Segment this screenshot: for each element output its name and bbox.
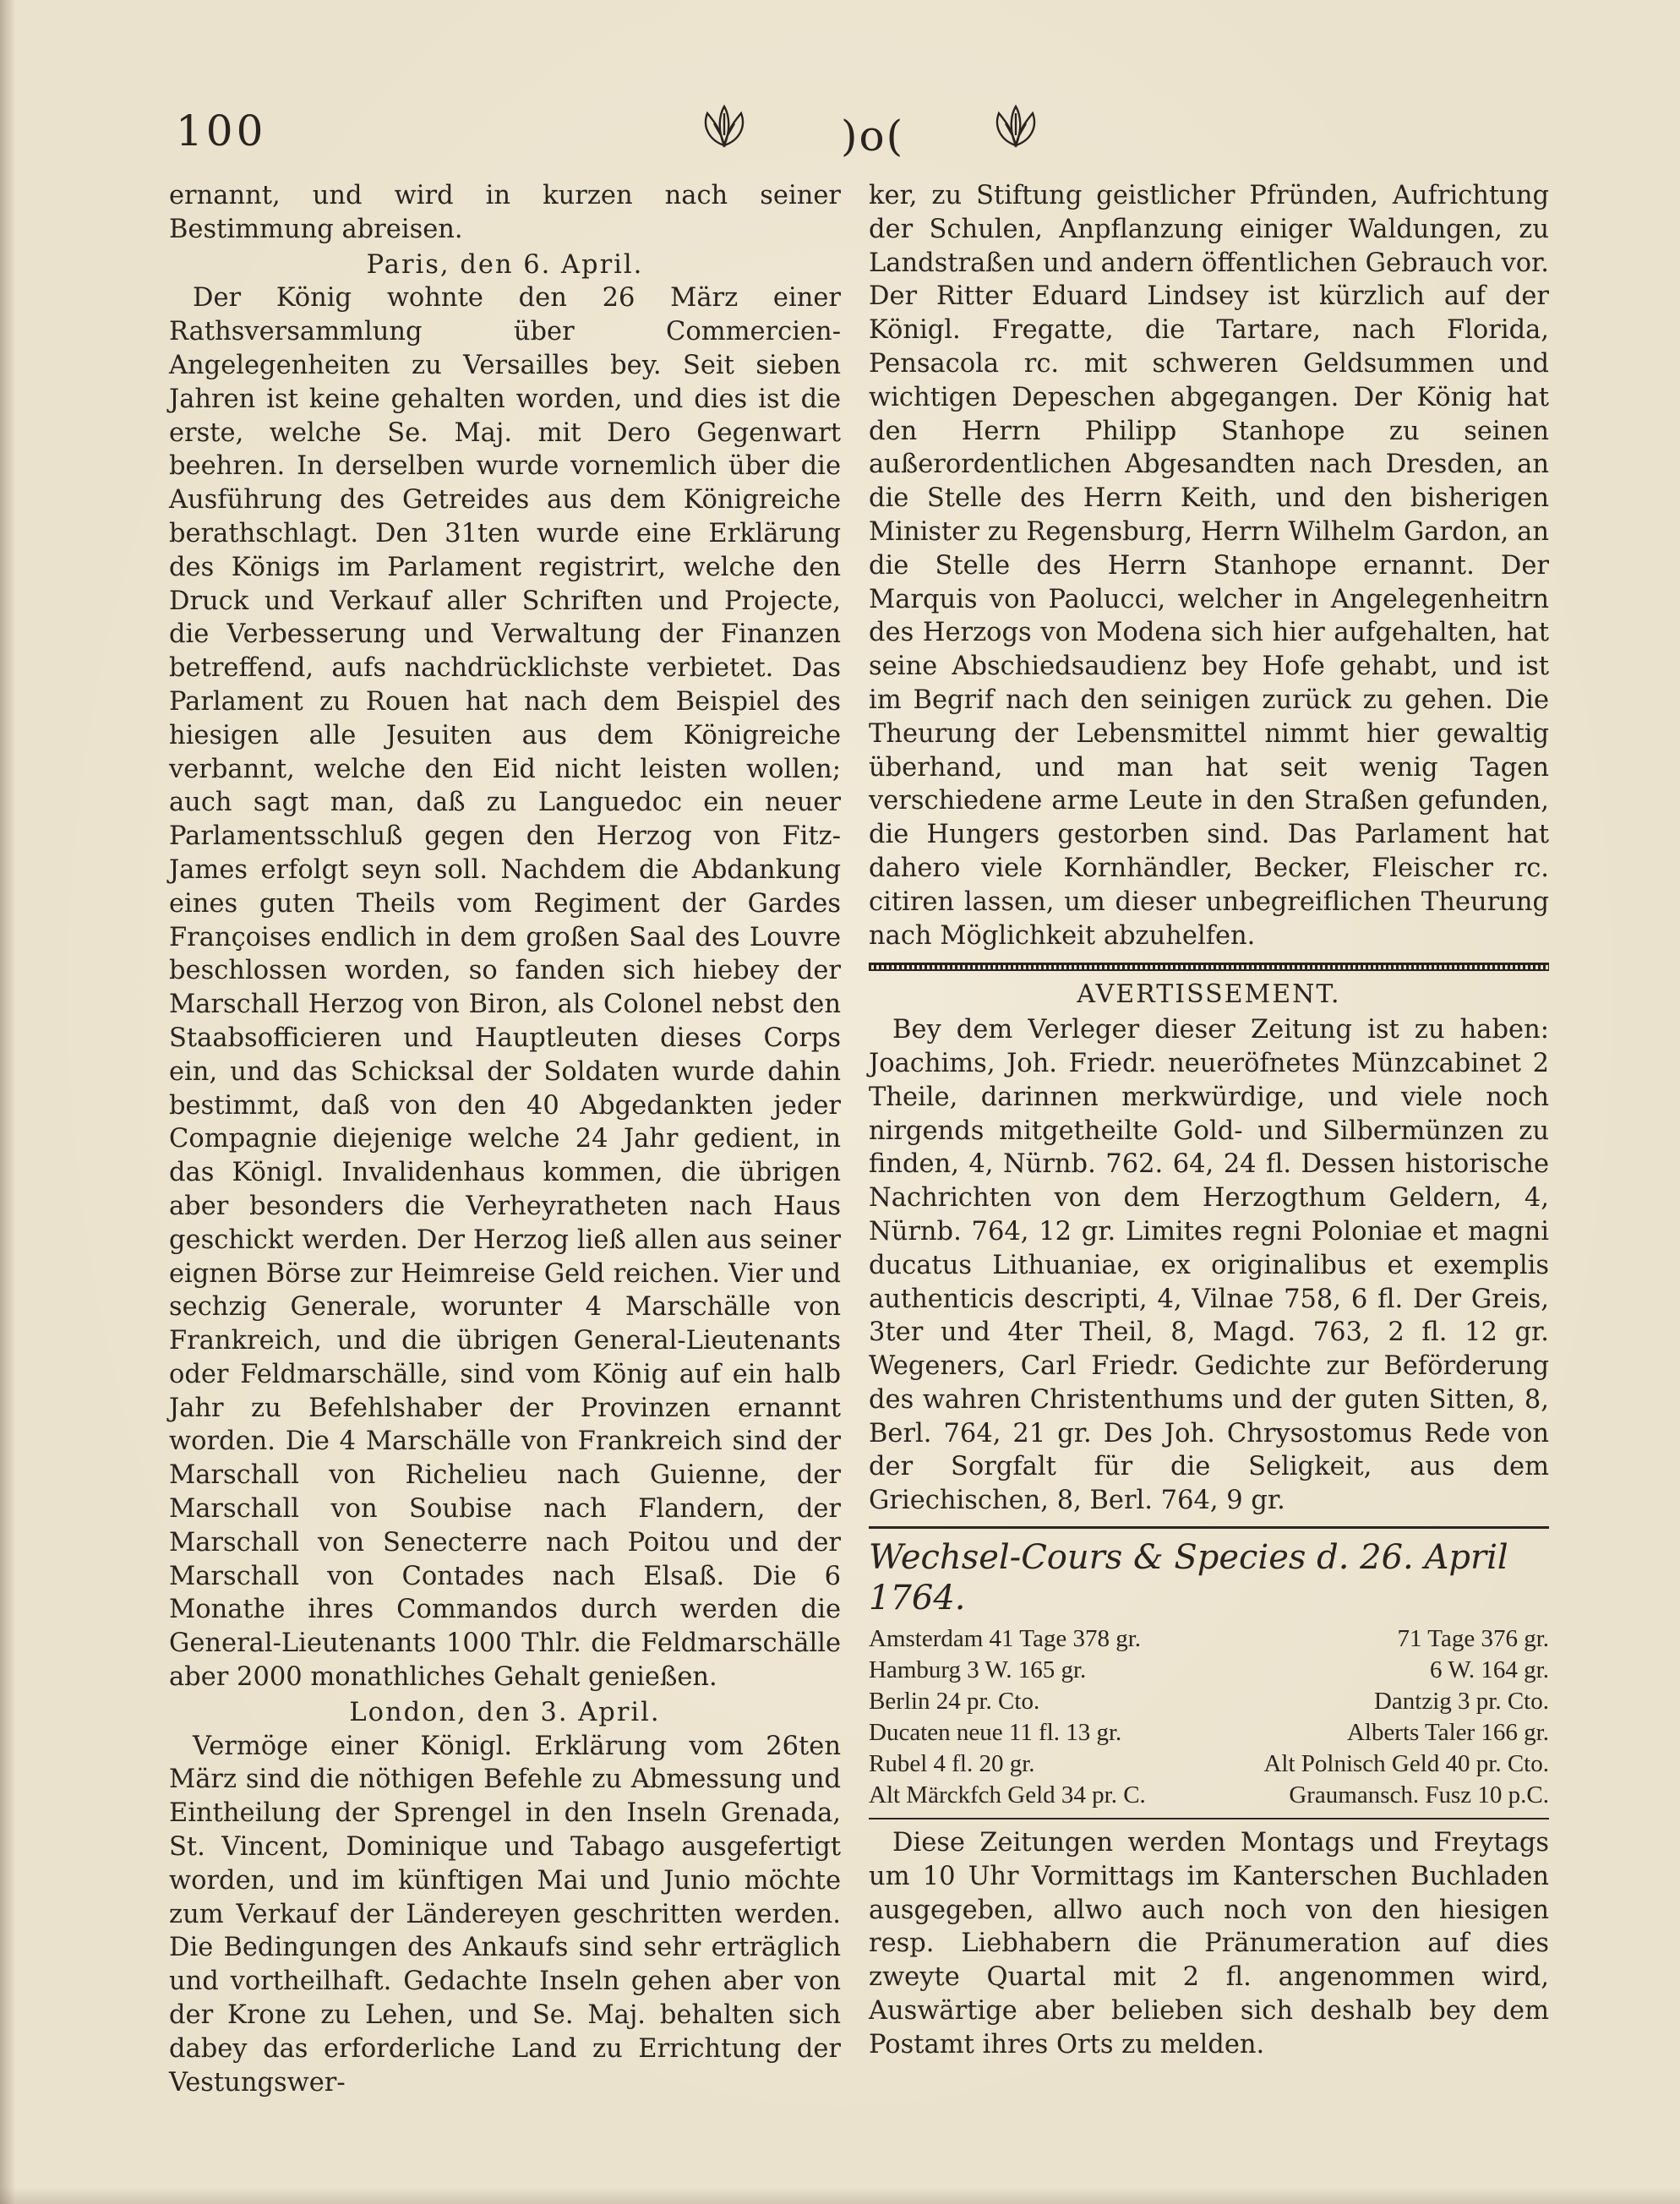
- page-bottom-shadow: [0, 2187, 1680, 2204]
- paris-article: Der König wohnte den 26 März einer Rathsversammlung über Commercien-Angelegenheiten zu Versailles bey. Seit sieben Jahren ist keine gehalten worden, und dies ist die erste, welche Se. Maj. mit Dero Gegenwart beehren. In derselben wurde vornemlich über die Ausführung des Getreides aus dem Königreiche berathschlagt. Den 31ten wurde eine Erklärung des Königs im Parlament registrirt, welche den Druck und Verkauf aller Schriften und Projecte, die Verbesserung und Verwaltung der Finanzen betreffend, aufs nachdrücklichste verbietet. Das Parlament zu Rouen hat nach dem Beispiel des hiesigen alle Jesuiten aus dem Königreiche verbannt, welche den Eid nicht leisten wollen; auch sagt man, daß zu Languedoc ein neuer Parlamentsschluß gegen den Herzog von Fitz-James erfolgt seyn soll. Nachdem die Abdankung eines guten Theils vom Regiment der Gardes Françoises endlich in dem großen Saal des Louvre beschlossen worden, so fanden sich hiebey der Marschall Herzog von Biron, als Colonel nebst den Staabsofficieren und Hauptleuten dieses Corps ein, und das Schicksal der Soldaten wurde dahin bestimmt, daß von den 40 Abgedankten jeder Compagnie diejenige welche 24 Jahr gedient, in das Königl. Invalidenhaus kommen, die übrigen aber besonders die Verheyratheten nach Haus geschickt werden. Der Herzog ließ allen aus seiner eignen Börse zur Heimreise Geld reichen. Vier und sechzig Generale, worunter 4 Marschälle von Frankreich, und die übrigen General-Lieutenants oder Feldmarschälle, sind vom König auf ein halb Jahr zu Befehlshaber der Provinzen ernannt worden. Die 4 Marschälle von Frankreich sind der Marschall von Richelieu nach Guienne, der Marschall von Soubise nach Flandern, der Marschall von Senecterre nach Poitou und der Marschall von Contades nach Elsaß. Die 6 Monathe ihres Commandos durch werden die General-Lieutenants 1000 Thlr. die Feldmarschälle aber 2000 monathliches Gehalt genießen.: [169, 283, 841, 1693]
- right-column: [869, 179, 1549, 2062]
- exchange-row: [869, 1623, 1549, 1655]
- exchange-cell-right: Alt Polnisch Geld 40 pr. Cto.: [1263, 1750, 1549, 1778]
- dateline-london: London, den 3. April.: [349, 1697, 661, 1727]
- exchange-cell-left: Berlin 24 pr. Cto.: [869, 1688, 1040, 1716]
- london-article-continued: ker, zu Stiftung geistlicher Pfründen, Aufrichtung der Schulen, Anpflanzung einiger Waldungen, zu Landstraßen und andern öffentlichen Gebrauch vor. Der Ritter Eduard Lindsey ist kürzlich auf der Königl. Fregatte, die Tartare, nach Florida, Pensacola rc. mit schweren Geldsummen und wichtigen Depeschen abgegangen. Der König hat den Herrn Philipp Stanhope zu seinen außerordentlichen Abgesandten nach Dresden, an die Stelle des Herrn Keith, und den bisherigen Minister zu Regensburg, Herrn Wilhelm Gardon, an die Stelle des Herrn Stanhope ernannt. Der Marquis von Paolucci, welcher in Angelegenheitrn des Herzogs von Modena sich hier aufgehalten, hat seine Abschiedsaudienz bey Hofe gehabt, und ist im Begrif nach den seinigen zurück zu gehen. Die Theurung der Lebensmittel nimmt hier gewaltig überhand, und man hat seit wenig Tagen verschiedene arme Leute in den Straßen gefunden, die Hungers gestorben sind. Das Parlament hat dahero viele Kornhändler, Becker, Fleischer rc. citiren lassen, um dieser unbegreiflichen Theurung nach Möglichkeit abzuhelfen.: [869, 181, 1549, 951]
- exchange-divider: [869, 1526, 1549, 1529]
- exchange-row: [869, 1655, 1549, 1686]
- exchange-row: [869, 1686, 1549, 1717]
- exchange-cell-right: 71 Tage 376 gr.: [1397, 1625, 1549, 1653]
- avertissement-text: Bey dem Verleger dieser Zeitung ist zu haben: Joachims, Joh. Friedr. neueröfnetes Münzcabinet 2 Theile, darinnen merkwürdige, und viele noch nirgends mitgetheilte Gold- und Silbermünzen zu finden, 4, Nürnb. 762. 64, 24 fl. Dessen historische Nachrichten von dem Herzogthum Geldern, 4, Nürnb. 764, 12 gr. Limites regni Poloniae et magni ducatus Lithuaniae, ex originalibus et exemplis authenticis descripti, 4, Vilnae 758, 6 fl. Der Greis, 3ter und 4ter Theil, 8, Magd. 763, 2 fl. 12 gr. Wegeners, Carl Friedr. Gedichte zur Beförderung des wahren Christenthums und der guten Sitten, 8, Berl. 764, 21 gr. Des Joh. Chrysostomus Rede von der Sorgfalt für die Seligkeit, aus dem Griechischen, 8, Berl. 764, 9 gr.: [869, 1015, 1549, 1516]
- continued-paragraph: ernannt, und wird in kurzen nach seiner Bestimmung abreisen.: [169, 181, 841, 244]
- exchange-row: [869, 1780, 1549, 1811]
- publication-notice: Diese Zeitungen werden Montags und Freytags um 10 Uhr Vormittags im Kanterschen Buchladen ausgegeben, allwo auch noch von den hiesigen resp. Liebhabern die Pränumeration auf dies zweyte Quartal mit 2 fl. angenommen wird, Auswärtige aber belieben sich deshalb bey dem Postamt ihres Orts zu melden.: [869, 1828, 1549, 2059]
- exchange-row: [869, 1717, 1549, 1748]
- exchange-table: [869, 1623, 1549, 1811]
- exchange-cell-right: Dantzig 3 pr. Cto.: [1373, 1688, 1549, 1716]
- notice-divider: [869, 1818, 1549, 1819]
- exchange-row: [869, 1748, 1549, 1780]
- fleuron-right-icon: [989, 101, 1043, 155]
- fleuron-left-icon: [697, 101, 751, 155]
- binding-shadow: [0, 0, 15, 2204]
- page-number: 100: [176, 106, 267, 155]
- exchange-cell-left: Alt Märckfch Geld 34 pr. C.: [869, 1781, 1146, 1809]
- exchange-cell-right: 6 W. 164 gr.: [1430, 1656, 1549, 1684]
- dateline-paris: Paris, den 6. April.: [366, 249, 644, 280]
- exchange-cell-left: Ducaten neue 11 fl. 13 gr.: [869, 1719, 1122, 1747]
- exchange-cell-left: Amsterdam 41 Tage 378 gr.: [869, 1625, 1142, 1653]
- exchange-title: Wechsel-Cours & Species d. 26. April 1764.: [869, 1538, 1508, 1618]
- exchange-cell-right: Graumansch. Fusz 10 p.C.: [1289, 1781, 1549, 1809]
- exchange-cell-left: Hamburg 3 W. 165 gr.: [869, 1656, 1087, 1684]
- section-divider: [869, 963, 1549, 971]
- avertissement-heading: AVERTISSEMENT.: [1077, 979, 1341, 1010]
- header-center-mark: )o(: [841, 112, 905, 161]
- london-article: Vermöge einer Königl. Erklärung vom 26ten März sind die nöthigen Befehle zu Abmessung und Eintheilung der Sprengel in den Inseln Grenada, St. Vincent, Dominique und Tabago ausgefertigt worden, und im künftigen Mai und Junio möchte zum Verkauf der Ländereyen geschritten werden. Die Bedingungen des Ankaufs sind sehr erträglich und vortheilhaft. Gedachte Inseln gehen aber von der Krone zu Lehen, und Se. Maj. behalten sich dabey das erforderliche Land zu Errichtung der Vestungswer-: [169, 1731, 841, 2098]
- exchange-cell-left: Rubel 4 fl. 20 gr.: [869, 1750, 1035, 1778]
- exchange-cell-right: Alberts Taler 166 gr.: [1346, 1719, 1549, 1747]
- left-column: [169, 179, 841, 2099]
